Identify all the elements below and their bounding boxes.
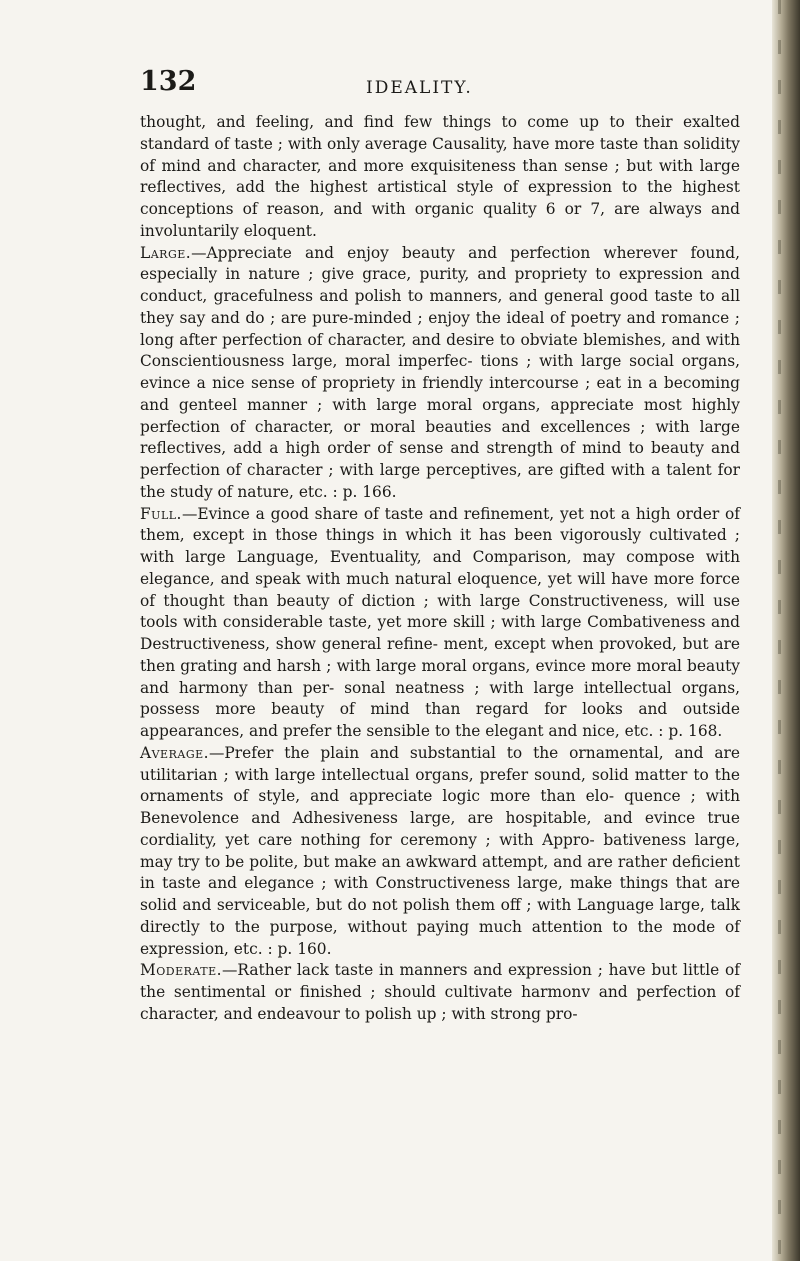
page-header: [140, 66, 620, 106]
paragraph-intro: [140, 112, 740, 243]
paragraph-full: [140, 504, 740, 743]
paragraph-text: thought, and feeling, and find few things to come up to their exalted standard of taste ; with only average Causality, have more taste than solidity of mind and character, and more exquisiteness than sense ; but with large reflectives, add the highest artistical style of expression to the highest conceptions of reason, and with organic quality 6 or 7, are always and involuntarily eloquent.: [140, 113, 740, 240]
paragraph-moderate: [140, 960, 740, 1025]
page-number: 132: [140, 66, 197, 97]
paragraph-lead: Large.: [140, 243, 192, 262]
paragraph-text: —Evince a good share of taste and refinement, yet not a high order of them, except in those things in which it has been vigorously cultivated ; with large Language, Eventuality, and Comparison, may compose with elegance, and speak with much natural eloquence, yet will have more force of thought than beauty of diction ; with large Constructiveness, will use tools with considerable taste, yet more skill ; with large Combativeness and Destructiveness, show general refine- ment, except when provoked, but are then grating and harsh ; with large moral organs, evince more moral beauty and harmony than per- sonal neatness ; with large intellectual organs, possess more beauty of mind than regard for looks and outside appearances, and prefer the sensible to the elegant and nice, etc. : p. 168.: [140, 504, 740, 740]
paragraph-text: —Rather lack taste in manners and expression ; have but little of the sentimental or finished ; should cultivate harmonv and perfection of character, and endeavour to polish up ; with strong pro-: [140, 961, 740, 1023]
paragraph-lead: Moderate.: [140, 961, 223, 980]
paragraph-text: —Appreciate and enjoy beauty and perfection wherever found, especially in nature ; give grace, purity, and propriety to expression and conduct, gracefulness and polish to manners, and general good taste to all they say and do ; are pure-minded ; enjoy the ideal of poetry and romance ; long after perfection of character, and desire to obviate blemishes, and with Conscientiousness large, moral imperfec- tions ; with large social organs, evince a nice sense of propriety in friendly intercourse ; eat in a becoming and genteel manner ; with large moral organs, appreciate most highly perfection of character, or moral beauties and excellences ; with large reflectives, add a high order of sense and strength of mind to beauty and perfection of character ; with large perceptives, are gifted with a talent for the study of nature, etc. : p. 166.: [140, 243, 740, 501]
paragraph-average: [140, 743, 740, 961]
paragraph-text: —Prefer the plain and substantial to the ornamental, and are utilitarian ; with large intellectual organs, prefer sound, solid matter to the ornaments of style, and appreciate logic more than elo- quence ; with Benevolence and Adhesiveness large, are hospitable, and evince true cordiality, yet care nothing for ceremony ; with Appro- bativeness large, may try to be polite, but make an awkward attempt, and are rather deficient in taste and elegance ; with Constructiveness large, make things that are solid and serviceable, but do not polish them off ; with Language large, talk directly to the purpose, without paying much attention to the mode of expression, etc. : p. 160.: [140, 743, 740, 958]
paragraph-lead: Full.: [140, 504, 182, 523]
paragraph-large: [140, 243, 740, 504]
paragraph-lead: Average.: [140, 743, 210, 762]
book-spine-edge: [772, 0, 800, 1261]
body-text: [140, 112, 740, 1026]
running-head: IDEALITY.: [366, 78, 473, 98]
